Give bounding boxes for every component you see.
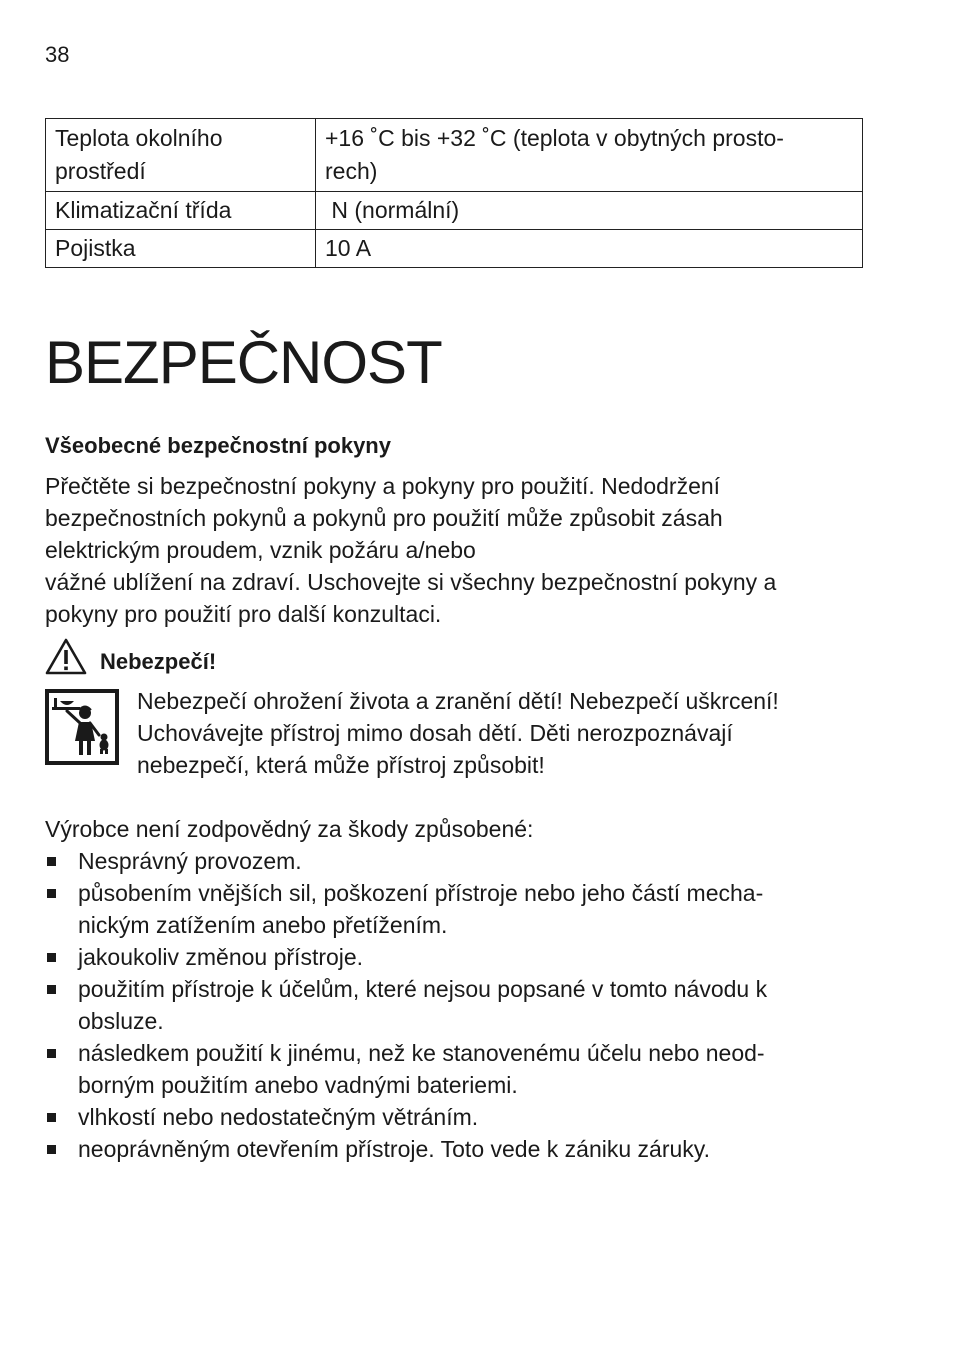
table-cell-label (46, 230, 316, 268)
list-item (45, 973, 865, 1037)
bullet-icon (47, 953, 56, 962)
list-item (45, 941, 865, 973)
general-safety-heading: Všeobecné bezpečnostní pokyny (45, 433, 391, 458)
table-cell-label (46, 192, 316, 230)
list-item-text: vlhkostí nebo nedostatečným větráním. (78, 1104, 479, 1130)
list-item-text: působením vnějších sil, poškození přístroje nebo jeho částí mecha- (78, 880, 764, 906)
list-item-text: následkem použití k jinému, než ke stanovenému účelu nebo neod- (78, 1040, 765, 1066)
warning-text (137, 685, 867, 781)
section-title: BEZPEČNOST (45, 329, 442, 396)
text-line: Přečtěte si bezpečnostní pokyny a pokyny pro použití. Nedodržení (45, 473, 721, 499)
general-safety-text (45, 470, 865, 630)
table-row (46, 192, 863, 230)
list-item (45, 1133, 865, 1165)
cell-line: 10 A (325, 235, 372, 261)
text-line: pokyny pro použití pro další konzultaci. (45, 601, 442, 627)
list-item (45, 1037, 865, 1101)
liability-list (45, 845, 865, 1165)
bullet-icon (47, 889, 56, 898)
cell-line: rech) (325, 158, 378, 184)
list-item-text: nickým zatížením anebo přetížením. (78, 912, 448, 938)
table-row (46, 119, 863, 192)
list-item-text: borným použitím anebo vadnými bateriemi. (78, 1072, 518, 1098)
table-cell-value (316, 119, 863, 192)
warning-triangle-icon (45, 638, 87, 676)
table-row (46, 230, 863, 268)
cell-line: Teplota okolního (55, 125, 223, 151)
bullet-icon (47, 1049, 56, 1058)
table-cell-value (316, 230, 863, 268)
list-item (45, 845, 865, 877)
bullet-icon (47, 1145, 56, 1154)
cell-line: N (normální) (325, 197, 460, 223)
cell-line: prostředí (55, 158, 146, 184)
specs-table (45, 118, 863, 268)
bullet-icon (47, 857, 56, 866)
list-item-text: použitím přístroje k účelům, které nejsou popsané v tomto návodu k (78, 976, 768, 1002)
text-line: vážné ublížení na zdraví. Uschovejte si všechny bezpečnostní pokyny a (45, 569, 777, 595)
list-item-text: neoprávněným otevřením přístroje. Toto vede k zániku záruky. (78, 1136, 710, 1162)
bullet-icon (47, 1113, 56, 1122)
text-line: bezpečnostních pokynů a pokynů pro použití může způsobit zásah (45, 505, 723, 531)
list-item (45, 1101, 865, 1133)
list-item-text: obsluze. (78, 1008, 164, 1034)
child-danger-icon (45, 689, 119, 765)
table-cell-value (316, 192, 863, 230)
cell-line: Klimatizační třída (55, 197, 232, 223)
list-item-text: Nesprávný provozem. (78, 848, 302, 874)
list-item-text: jakoukoliv změnou přístroje. (78, 944, 364, 970)
text-line: elektrickým proudem, vznik požáru a/nebo (45, 537, 476, 563)
text-line: Nebezpečí ohrožení života a zranění dětí! Nebezpečí uškrcení! (137, 688, 779, 714)
cell-line: Pojistka (55, 235, 136, 261)
warning-label: Nebezpečí! (100, 649, 217, 674)
text-line: Uchovávejte přístroj mimo dosah dětí. Děti nerozpoznávají (137, 720, 733, 746)
text-line: nebezpečí, která může přístroj způsobit! (137, 752, 545, 778)
page-number: 38 (45, 42, 70, 67)
liability-intro: Výrobce není zodpovědný za škody způsobené: (45, 816, 534, 842)
list-item (45, 877, 865, 941)
cell-line: +16 ˚C bis +32 ˚C (teplota v obytných prosto- (325, 125, 784, 151)
table-cell-label (46, 119, 316, 192)
bullet-icon (47, 985, 56, 994)
